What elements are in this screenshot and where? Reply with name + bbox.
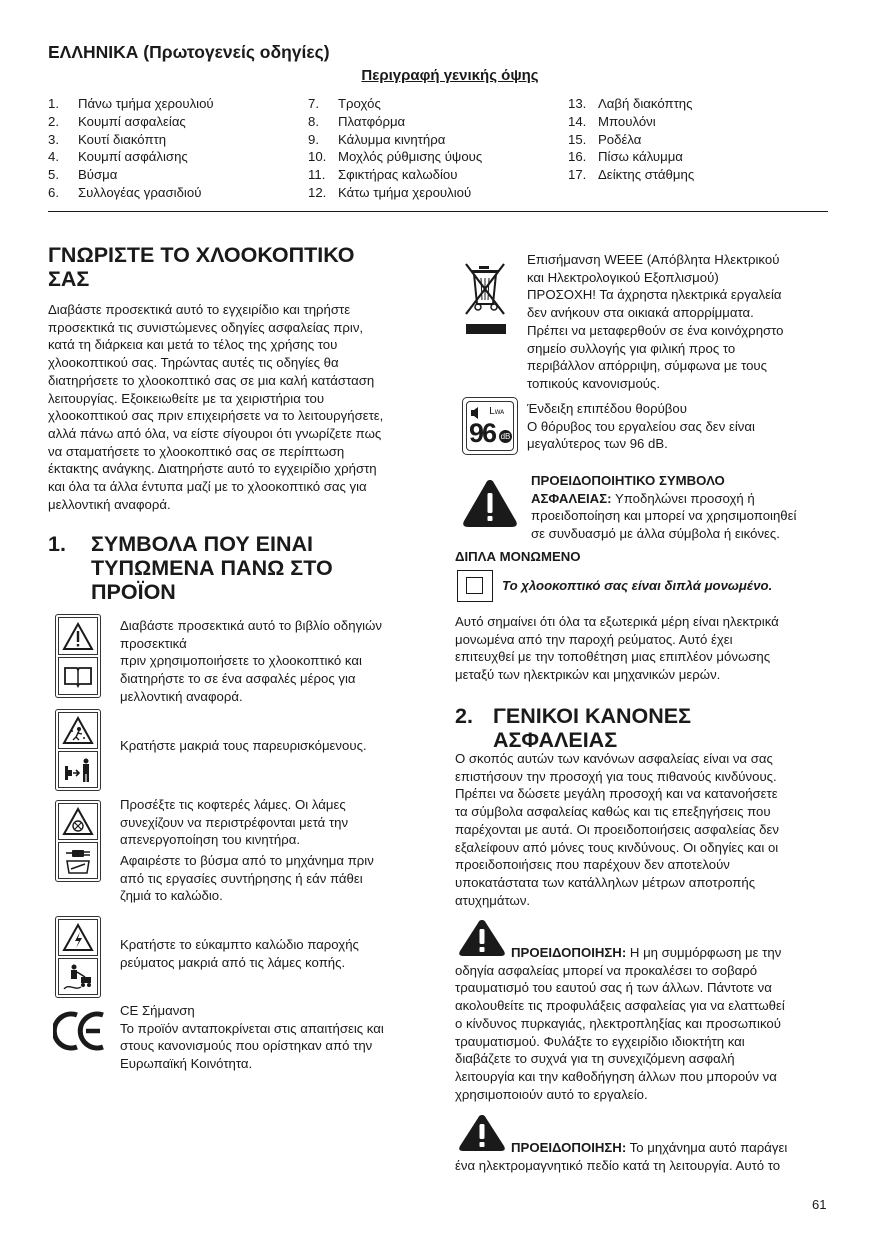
warning1-text: ΠΡΟΕΙΔΟΠΟΙΗΣΗ: Η μη συμμόρφωση με την οδηγία ασφαλείας μπορεί να προκαλέσει το σοβαρό τραυματισμό του εαυτού σας ή των άλλων. Πάντοτε να ακολουθείτε τις προφυλάξεις ασφαλείας για να ελαττωθεί ο κίνδυνος πυρκαγιάς, ηλεκτροπληξίας και προσωπικού τραυματισμού. Φυλάξτε το εγχειρίδιο ιδιοκτήτη και διαβάζετε το συχνά για τη συνεχιζόμενη ασφαλή λειτουργία και την καθοδήγηση άλλων που μπορούν να χρησιμοποιούν αυτό το εργαλείο.: [455, 945, 785, 1102]
list-item: 10. Μοχλός ρύθμισης ύψους: [308, 149, 483, 165]
list-item: 3. Κουτί διακόπτη: [48, 131, 167, 147]
section2-heading: 2. ΓΕΝΙΚΟΙ ΚΑΝΟΝΕΣ ΑΣΦΑΛΕΙΑΣ: [455, 704, 692, 752]
unplug-icon: [58, 842, 98, 879]
double-insulated-heading: ΔΙΠΛΑ ΜΟΝΩΜΕΝΟ: [455, 549, 581, 564]
double-insulated-text: Αυτό σημαίνει ότι όλα τα εξωτερικά μέρη είναι ηλεκτρικά μονωμένα από την παροχή ρεύματος. Αυτό έχει επιτευχθεί με την τοποθέτηση μιας επιπλέον μόνωσης μεταξύ των ηλεκτρικών και μηχανικών μερών.: [455, 614, 779, 683]
weee-bin-icon: [460, 262, 520, 342]
list-item: 4. Κουμπί ασφάλισης: [48, 149, 188, 165]
plug-text: Αφαιρέστε το βύσμα από το μηχάνημα πριν από τις εργασίες συντήρησης ή εάν πάθει ζημιά το καλώδιο.: [120, 853, 374, 904]
overview-title: Περιγραφή γενικής όψης: [361, 67, 539, 84]
list-item: 14. Μπουλόνι: [568, 113, 656, 129]
cable-mower-icon: [58, 958, 98, 995]
noise-value: 96: [469, 418, 496, 448]
noise-label: LWA: [489, 406, 505, 417]
ce-text: CE Σήμανση Το προϊόν ανταποκρίνεται στις απαιτήσεις και στους κανονισμούς που ορίστηκαν από την Ευρωπαϊκή Κοινότητα.: [120, 1003, 384, 1072]
section2-paragraph: Ο σκοπός αυτών των κανόνων ασφαλείας είναι να σας επιστήσουν την προσοχή για τους πιθανούς κινδύνους. Πρέπει να δώσετε μεγάλη προσοχή και να κατανοήσετε τα σύμβολα ασφαλείας καθώς και τις επεξηγήσεις που παρέχονται με αυτά. Οι προειδοποιήσεις ασφαλείας δεν εξαλείφουν από μόνες τους κινδύνους. Οι οδηγίες και οι προειδοποιήσεις που παρέχουν δεν αποτελούν υποκατάστατα των κατάλληλων μέτρων αποτροπής ατυχημάτων.: [455, 751, 779, 908]
bystanders-text: Κρατήστε μακριά τους παρευρισκόμενους.: [120, 738, 367, 753]
cable-symbol: [55, 916, 101, 998]
flying-debris-icon: [58, 712, 98, 749]
list-item: 2. Κουμπί ασφαλείας: [48, 113, 186, 129]
noise-text: Ένδειξη επιπέδου θορύβου Ο θόρυβος του εργαλείου σας δεν είναι μεγαλύτερος των 96 dB.: [527, 401, 755, 452]
double-insulated-statement: Το χλοοκοπτικό σας είναι διπλά μονωμένο.: [502, 578, 773, 593]
weee-text: Επισήμανση WEEE (Απόβλητα Ηλεκτρικού και Ηλεκτρολογικού Εξοπλισμού) ΠΡΟΣΟΧΗ! Τα άχρηστα ηλεκτρικά εργαλεία δεν ανήκουν στα οικιακά απορρίμματα. Πρέπει να μεταφερθούν σε ένα κοινόχρηστο σημείο συλλογής για φιλική προς το περιβάλλον απόρριψη, σύμφωνα με τους τοπικούς κανονισμούς.: [527, 252, 784, 391]
list-item: 12. Κάτω τμήμα χερουλιού: [308, 184, 472, 200]
list-item: 7. Τροχός: [308, 96, 381, 111]
intro-paragraph: Διαβάστε προσεκτικά αυτό το εγχειρίδιο και τηρήστε προσεκτικά τις συνιστώμενες οδηγίες ασφαλείας πριν, κατά τη διάρκεια και μετά το τέλος της χρήσης του χλοοκοπτικού σας. Τηρώντας αυτές τις οδηγίες θα διατηρήσετε το χλοοκοπτικό σας σε μια καλή κατάσταση λειτουργίας. Εξοικειωθείτε με τα χειριστήρια του χλοοκοπτικού σας πριν επιχειρήσετε να το λειτουργήσετε, αλλά πάνω από όλα, να είστε σίγουροι ότι γνωρίζετε πως να σταματήσετε το χλοοκοπτικό σας σε περίπτωση έκτακτης ανάγκης. Διατηρήστε αυτό το εγχειρίδιο χρήστη και όλα τα άλλα έντυπα μαζί με το χλοοκοπτικό σας για μελλοντική αναφορά.: [48, 302, 384, 512]
ce-mark-icon: [53, 1010, 107, 1052]
parts-list-col2: [308, 95, 482, 202]
noise-level-icon: [462, 397, 518, 455]
list-item: 17. Δείκτης στάθμης: [568, 167, 695, 183]
noise-unit: dB: [500, 432, 511, 441]
parts-list-col1: [48, 95, 214, 202]
read-manual-symbol: [55, 614, 101, 698]
list-item: 9. Κάλυμμα κινητήρα: [308, 131, 446, 147]
list-item: 1. Πάνω τμήμα χερουλιού: [48, 96, 214, 111]
double-insulation-icon: [457, 570, 493, 602]
intro-heading: ΓΝΩΡΙΣΤΕ ΤΟ ΧΛΟΟΚΟΠΤΙΚΟ ΣΑΣ: [48, 243, 355, 291]
section1-heading: 1. ΣΥΜΒΟΛΑ ΠΟΥ ΕΙΝΑΙ ΤΥΠΩΜΕΝΑ ΠΑΝΩ ΣΤΟ ΠΡΟΪΟΝ: [48, 532, 333, 604]
warning-triangle-icon: [58, 617, 98, 655]
safety-alert-text: ΠΡΟΕΙΔΟΠΟΙΗΤΙΚΟ ΣΥΜΒΟΛΟ ΑΣΦΑΛΕΙΑΣ: Υποδηλώνει προσοχή ή προειδοποίηση και μπορεί να χρησιμοποιηθεί σε συνδυασμό με άλλα σύμβολα ή εικόνες.: [531, 473, 797, 542]
electric-shock-icon: [58, 919, 98, 956]
page-number: 61: [812, 1197, 827, 1212]
list-item: 13. Λαβή διακόπτης: [568, 96, 693, 111]
sharp-blade-icon: [58, 803, 98, 840]
list-item: 11. Σφικτήρας καλωδίου: [308, 167, 458, 183]
language-title: ΕΛΛΗΝΙΚΑ (Πρωτογενείς οδηγίες): [48, 42, 330, 62]
parts-list-col3: [568, 95, 694, 184]
list-item: 8. Πλατφόρμα: [308, 113, 406, 129]
warning2-text: ΠΡΟΕΙΔΟΠΟΙΗΣΗ: Το μηχάνημα αυτό παράγει ένα ηλεκτρομαγνητικό πεδίο κατά τη λειτουργία. Αυτό το: [455, 1140, 788, 1173]
blades-plug-symbol: [55, 800, 101, 882]
divider: [48, 211, 828, 212]
manual-book-icon: [58, 657, 98, 695]
list-item: 16. Πίσω κάλυμμα: [568, 149, 683, 165]
bystanders-symbol: [55, 709, 101, 791]
read-manual-text: Διαβάστε προσεκτικά αυτό το βιβλίο οδηγιών προσεκτικά πριν χρησιμοποιήσετε το χλοοκοπτικό και διατηρήστε το σε ένα ασφαλές μέρος για μελλοντική αναφορά.: [120, 618, 382, 704]
cable-text: Κρατήστε το εύκαμπτο καλώδιο παροχής ρεύματος μακριά από τις λάμες κοπής.: [120, 937, 359, 970]
list-item: 6. Συλλογέας γρασιδιού: [48, 184, 202, 200]
safety-alert-icon: [462, 478, 518, 528]
keep-away-icon: [58, 751, 98, 788]
list-item: 5. Βύσμα: [48, 167, 118, 183]
list-item: 15. Ροδέλα: [568, 131, 642, 147]
blades-text: Προσέξτε τις κοφτερές λάμες. Οι λάμες συνεχίζουν να περιστρέφονται μετά την απενεργοποίηση του κινητήρα.: [120, 797, 349, 848]
